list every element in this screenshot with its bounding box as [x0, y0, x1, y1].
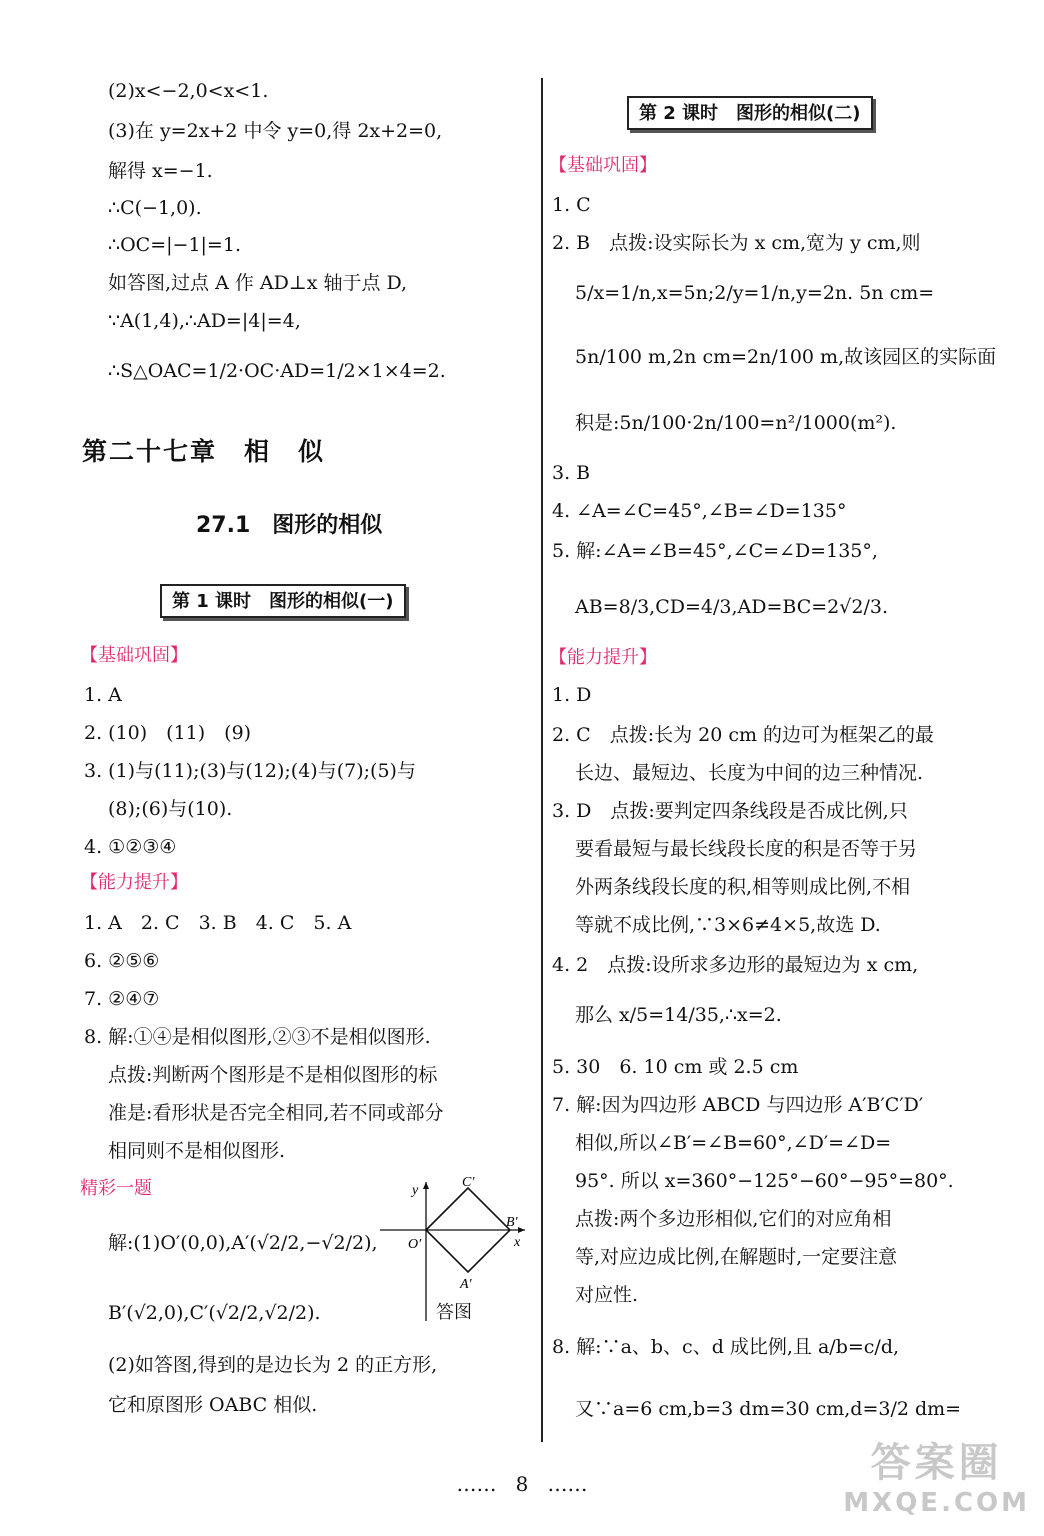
section-tag-basic: 【基础巩固】: [80, 645, 188, 666]
answer-line: 那么 x/5=14/35,∴x=2.: [575, 1004, 782, 1026]
answer-line: 7. 解:因为四边形 ABCD 与四边形 A′B′C′D′: [552, 1094, 924, 1116]
answer-line: 相似,所以∠B′=∠B=60°,∠D′=∠D=: [575, 1132, 892, 1154]
answer-line: ∴S△OAC=1/2·OC·AD=1/2×1×4=2.: [108, 360, 446, 382]
answer-line: 对应性.: [575, 1284, 639, 1306]
answer-line: ∴OC=|−1|=1.: [108, 234, 241, 256]
answer-line: 准是:看形状是否完全相同,若不同或部分: [108, 1102, 444, 1124]
answer-line: 4. ∠A=∠C=45°,∠B=∠D=135°: [552, 500, 847, 522]
answer-line: ∵A(1,4),∴AD=|4|=4,: [108, 310, 301, 332]
answer-line: 8. 解:∵a、b、c、d 成比例,且 a/b=c/d,: [552, 1336, 900, 1358]
answer-line: 如答图,过点 A 作 AD⊥x 轴于点 D,: [108, 272, 408, 294]
answer-line: 3. D 点拨:要判定四条线段是否成比例,只: [552, 800, 908, 822]
answer-line: 要看最短与最长线段长度的积是否等于另: [575, 838, 918, 860]
watermark-url: MXQE.COM: [843, 1488, 1030, 1518]
lesson-title: 第 1 课时 图形的相似(一): [160, 584, 406, 618]
section-tag-ability: 【能力提升】: [80, 872, 188, 893]
answer-line: 2. B 点拨:设实际长为 x cm,宽为 y cm,则: [552, 232, 921, 254]
fig-label-y: y: [412, 1183, 419, 1198]
answer-line: 2. C 点拨:长为 20 cm 的边可为框架乙的最: [552, 724, 935, 746]
answer-line: 等,对应边成比例,在解题时,一定要注意: [575, 1246, 898, 1268]
answer-line: 8. 解:①④是相似图形,②③不是相似图形.: [84, 1026, 431, 1048]
answer-line: 5. 解:∠A=∠B=45°,∠C=∠D=135°,: [552, 540, 878, 562]
answer-line: 它和原图形 OABC 相似.: [108, 1394, 318, 1416]
answer-line: 长边、最短边、长度为中间的边三种情况.: [575, 762, 924, 784]
answer-line: (2)x<−2,0<x<1.: [108, 80, 269, 102]
answer-line: 解得 x=−1.: [108, 160, 213, 182]
answer-line: (8);(6)与(10).: [108, 798, 233, 820]
answer-line: 相同则不是相似图形.: [108, 1140, 286, 1162]
answer-line: AB=8/3,CD=4/3,AD=BC=2√2/3.: [575, 596, 888, 618]
answer-line: 5/x=1/n,x=5n;2/y=1/n,y=2n. 5n cm=: [575, 282, 935, 304]
answer-line: 等就不成比例,∵3×6≠4×5,故选 D.: [575, 914, 881, 936]
lesson-title: 第 2 课时 图形的相似(二): [627, 96, 873, 130]
answer-line: ∴C(−1,0).: [108, 197, 202, 219]
fig-label-c: C′: [462, 1176, 475, 1190]
chapter-title: 第二十七章 相 似: [82, 437, 326, 466]
answer-line: 点拨:判断两个图形是不是相似图形的标: [108, 1064, 438, 1086]
answer-line: 1. A: [84, 684, 122, 706]
fig-label-b: B′: [506, 1215, 518, 1230]
section-title: 27.1 图形的相似: [196, 513, 383, 538]
fig-label-x: x: [514, 1235, 521, 1250]
answer-line: 4. 2 点拨:设所求多边形的最短边为 x cm,: [552, 954, 919, 976]
answer-line: 解:(1)O′(0,0),A′(√2/2,−√2/2),: [108, 1232, 378, 1254]
section-tag-ability: 【能力提升】: [549, 647, 657, 668]
section-tag-basic: 【基础巩固】: [549, 155, 657, 176]
answer-line: 点拨:两个多边形相似,它们的对应角相: [575, 1208, 892, 1230]
column-divider: [541, 78, 543, 1442]
answer-line: (3)在 y=2x+2 中令 y=0,得 2x+2=0,: [108, 120, 443, 142]
answer-line: 3. (1)与(11);(3)与(12);(4)与(7);(5)与: [84, 760, 416, 782]
figure-caption: 答图: [436, 1302, 472, 1323]
answer-line: 3. B: [552, 462, 591, 484]
answer-line: 1. C: [552, 194, 591, 216]
answer-line: 又∵a=6 cm,b=3 dm=30 cm,d=3/2 dm=: [575, 1398, 962, 1420]
footer-dots-left: ……: [456, 1472, 497, 1496]
section-tag-special: 精彩一题: [80, 1178, 152, 1199]
answer-line: 5. 30 6. 10 cm 或 2.5 cm: [552, 1056, 799, 1078]
answer-line: 95°. 所以 x=360°−125°−60°−95°=80°.: [575, 1170, 954, 1192]
answer-line: 1. A 2. C 3. B 4. C 5. A: [84, 912, 352, 934]
fig-label-o: O′: [408, 1237, 422, 1252]
answer-line: 积是:5n/100·2n/100=n²/1000(m²).: [575, 412, 897, 434]
answer-line: 6. ②⑤⑥: [84, 950, 160, 972]
answer-line: 4. ①②③④: [84, 836, 177, 858]
answer-line: (2)如答图,得到的是边长为 2 的正方形,: [108, 1354, 438, 1376]
answer-line: 外两条线段长度的积,相等则成比例,不相: [575, 876, 911, 898]
answer-line: 1. D: [552, 684, 592, 706]
watermark-logo: [843, 1431, 1030, 1518]
fig-label-a: A′: [460, 1277, 472, 1292]
footer-dots-right: ……: [547, 1472, 588, 1496]
answer-line: 7. ②④⑦: [84, 988, 160, 1010]
answer-line: 2. (10) (11) (9): [84, 722, 252, 744]
page-number: 8: [515, 1472, 529, 1496]
answer-line: 5n/100 m,2n cm=2n/100 m,故该园区的实际面: [575, 346, 997, 368]
watermark-text: 答案圈: [870, 1440, 1003, 1486]
answer-line: B′(√2,0),C′(√2/2,√2/2).: [108, 1302, 321, 1324]
